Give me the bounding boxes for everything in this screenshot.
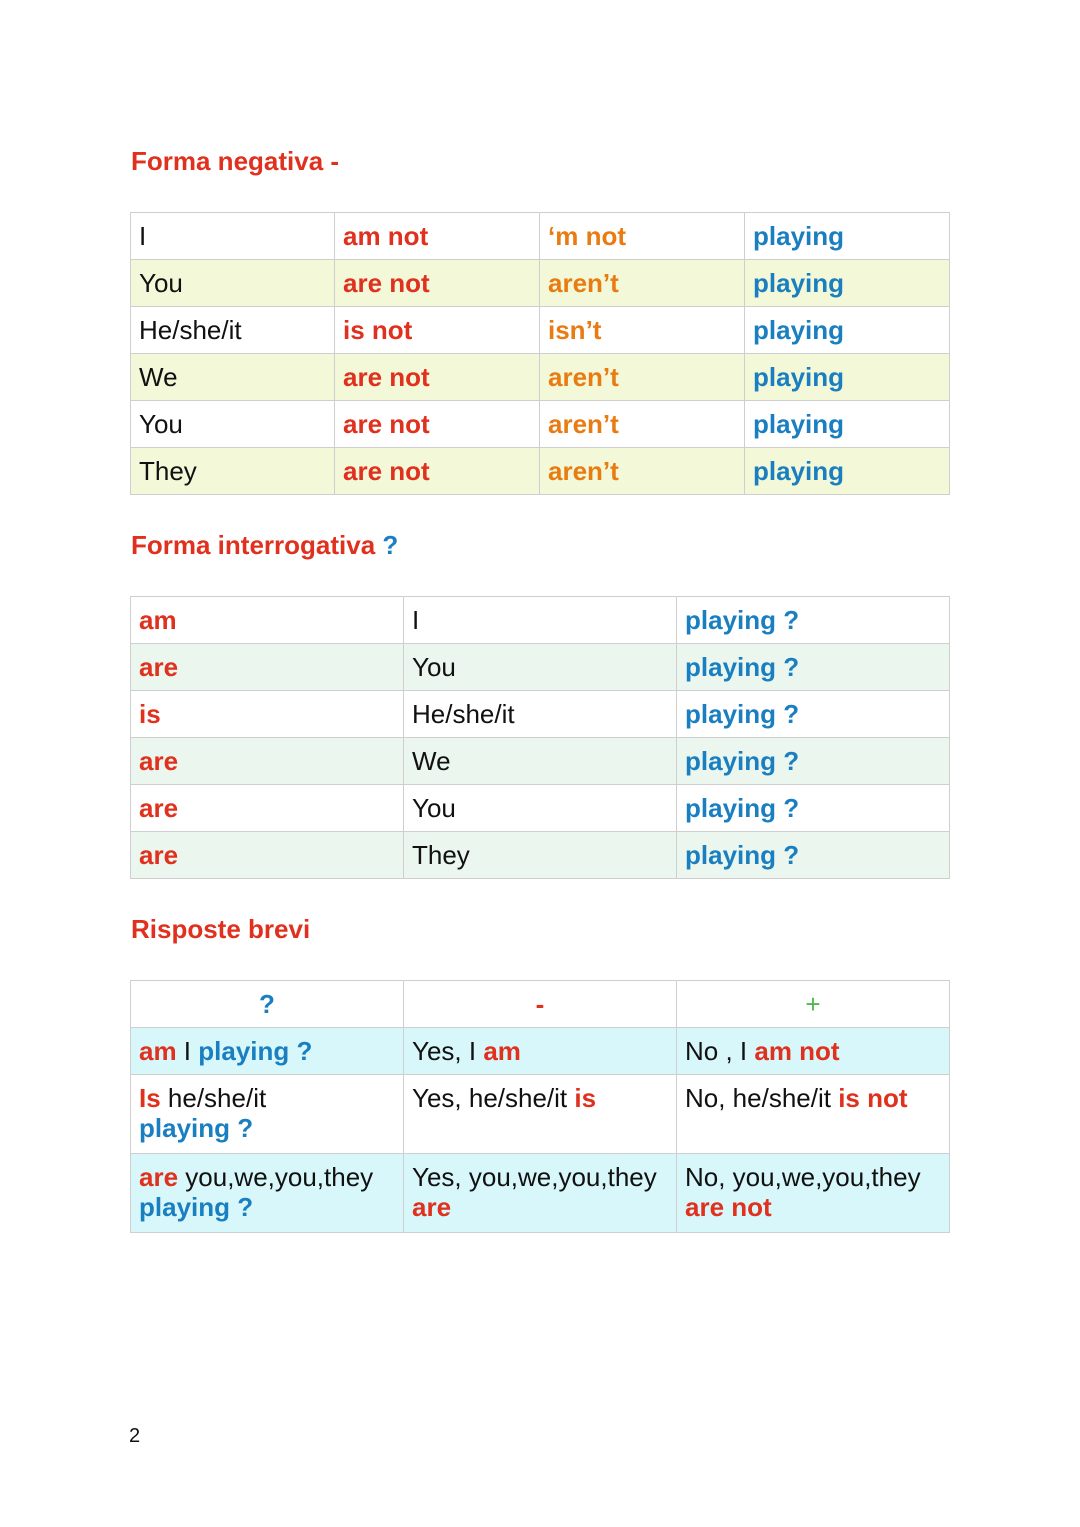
table-row xyxy=(131,644,950,691)
question-subject: he/she/it xyxy=(160,1083,267,1113)
question-subject: I xyxy=(176,1036,199,1066)
verb-cell: playing xyxy=(745,448,950,495)
contracted-form-cell: aren’t xyxy=(540,260,745,307)
yes-answer-cell xyxy=(404,1075,677,1154)
no-answer-text: No, you,we,you,they xyxy=(685,1162,921,1192)
question-verb: playing ? xyxy=(139,1113,254,1143)
verb-cell: playing ? xyxy=(677,644,950,691)
negative-form-title xyxy=(131,146,339,177)
interrogative-form-title xyxy=(131,530,398,561)
contracted-form-cell: ‘m not xyxy=(540,213,745,260)
subject-cell: They xyxy=(404,832,677,879)
table-row xyxy=(131,597,950,644)
table-row xyxy=(131,1028,950,1075)
verb-cell: playing xyxy=(745,260,950,307)
subject-cell: You xyxy=(404,644,677,691)
interrogative-form-title-text: Forma interrogativa xyxy=(131,530,376,560)
no-answer-cell xyxy=(677,1154,950,1233)
yes-answer-cell xyxy=(404,1154,677,1233)
full-form-cell: are not xyxy=(335,260,540,307)
no-answer-auxiliary: am not xyxy=(754,1036,840,1066)
positive-header: + xyxy=(677,981,950,1028)
subject-cell: I xyxy=(404,597,677,644)
no-answer-text: No , I xyxy=(685,1036,755,1066)
question-auxiliary: are xyxy=(139,1162,179,1192)
auxiliary-cell: is xyxy=(131,691,404,738)
full-form-cell: is not xyxy=(335,307,540,354)
negative-header: - xyxy=(404,981,677,1028)
verb-cell: playing ? xyxy=(677,785,950,832)
subject-cell: We xyxy=(404,738,677,785)
table-row xyxy=(131,1154,950,1233)
verb-cell: playing ? xyxy=(677,691,950,738)
subject-cell: He/she/it xyxy=(131,307,335,354)
table-row xyxy=(131,691,950,738)
negative-form-mark: - xyxy=(330,146,340,176)
question-auxiliary: am xyxy=(139,1036,177,1066)
subject-cell: You xyxy=(131,401,335,448)
header-row xyxy=(131,981,950,1028)
table-row xyxy=(131,213,950,260)
question-verb: playing ? xyxy=(139,1192,254,1222)
table-row xyxy=(131,1075,950,1154)
negative-form-table xyxy=(130,212,950,495)
verb-cell: playing ? xyxy=(677,597,950,644)
verb-cell: playing xyxy=(745,401,950,448)
verb-cell: playing xyxy=(745,307,950,354)
verb-cell: playing ? xyxy=(677,738,950,785)
yes-answer-auxiliary: is xyxy=(574,1083,597,1113)
subject-cell: You xyxy=(131,260,335,307)
auxiliary-cell: are xyxy=(131,644,404,691)
table-row xyxy=(131,260,950,307)
no-answer-auxiliary: are not xyxy=(685,1192,772,1222)
auxiliary-cell: am xyxy=(131,597,404,644)
contracted-form-cell: isn’t xyxy=(540,307,745,354)
auxiliary-cell: are xyxy=(131,738,404,785)
full-form-cell: are not xyxy=(335,401,540,448)
auxiliary-cell: are xyxy=(131,832,404,879)
subject-cell: I xyxy=(131,213,335,260)
yes-answer-text: Yes, I xyxy=(412,1036,484,1066)
table-row xyxy=(131,307,950,354)
yes-answer-auxiliary: are xyxy=(412,1192,452,1222)
table-row xyxy=(131,832,950,879)
yes-answer-auxiliary: am xyxy=(483,1036,521,1066)
no-answer-cell xyxy=(677,1028,950,1075)
no-answer-text: No, he/she/it xyxy=(685,1083,839,1113)
contracted-form-cell: aren’t xyxy=(540,448,745,495)
yes-answer-text: Yes, you,we,you,they xyxy=(412,1162,657,1192)
yes-answer-text: Yes, he/she/it xyxy=(412,1083,575,1113)
table-row xyxy=(131,401,950,448)
table-row xyxy=(131,738,950,785)
verb-cell: playing xyxy=(745,354,950,401)
subject-cell: We xyxy=(131,354,335,401)
negative-form-title-text: Forma negativa xyxy=(131,146,324,176)
question-cell xyxy=(131,1075,404,1154)
question-verb: playing ? xyxy=(198,1036,313,1066)
contracted-form-cell: aren’t xyxy=(540,354,745,401)
auxiliary-cell: are xyxy=(131,785,404,832)
no-answer-cell xyxy=(677,1075,950,1154)
full-form-cell: am not xyxy=(335,213,540,260)
contracted-form-cell: aren’t xyxy=(540,401,745,448)
question-cell xyxy=(131,1028,404,1075)
interrogative-form-mark: ? xyxy=(382,530,399,560)
page-number: 2 xyxy=(129,1425,141,1447)
question-subject: you,we,you,they xyxy=(178,1162,374,1192)
verb-cell: playing xyxy=(745,213,950,260)
verb-cell: playing ? xyxy=(677,832,950,879)
subject-cell: They xyxy=(131,448,335,495)
full-form-cell: are not xyxy=(335,448,540,495)
full-form-cell: are not xyxy=(335,354,540,401)
table-row xyxy=(131,448,950,495)
question-auxiliary: Is xyxy=(139,1083,161,1113)
table-row xyxy=(131,354,950,401)
interrogative-form-table xyxy=(130,596,950,879)
short-answers-title: Risposte brevi xyxy=(131,914,311,944)
question-cell xyxy=(131,1154,404,1233)
no-answer-auxiliary: is not xyxy=(838,1083,908,1113)
short-answers-table xyxy=(130,980,950,1233)
yes-answer-cell xyxy=(404,1028,677,1075)
subject-cell: He/she/it xyxy=(404,691,677,738)
table-row xyxy=(131,785,950,832)
subject-cell: You xyxy=(404,785,677,832)
question-header: ? xyxy=(131,981,404,1028)
